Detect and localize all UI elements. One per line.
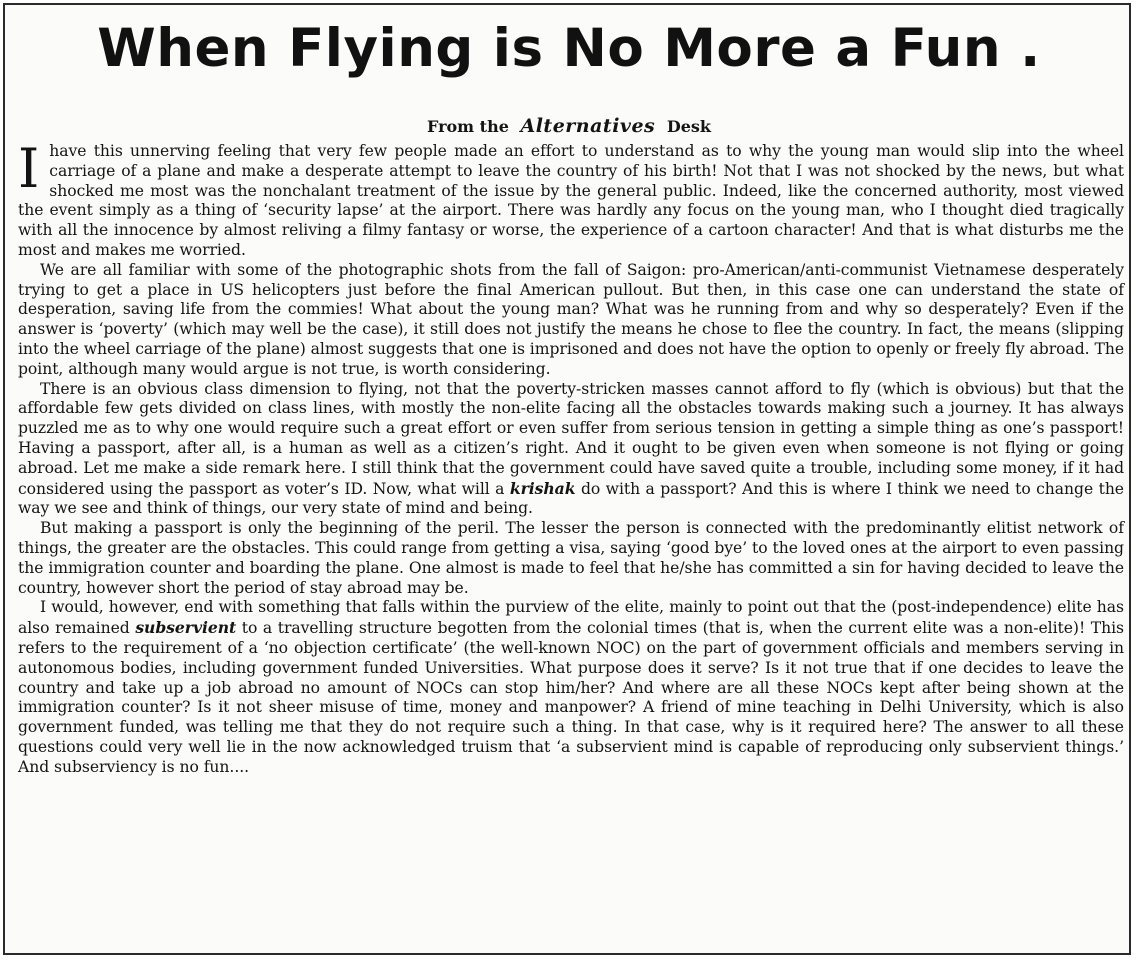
paragraph-5 — [18, 598, 1124, 777]
paragraph-2: We are all familiar with some of the photographic shots from the fall of Saigon: pro-American/anti-communist Vietnamese desperately trying to get a place in US helicopters just before the final American pullout. But then, in this case one can understand the state of desperation, saving life from the commies! What about the young man? What was he running from and why so desperately? Even if the answer is ‘poverty’ (which may well be the case), it still does not justify the means he chose to flee the country. In fact, the means (slipping into the wheel carriage of the plane) almost suggests that one is imprisoned and does not have the option to openly or freely fly abroad. The point, although many would argue is not true, is worth considering. — [18, 260, 1124, 378]
byline-suffix: Desk — [666, 117, 711, 136]
drop-cap: I — [18, 137, 40, 200]
paragraph-3-text-b: do with a passport? And this is where I think we need to change the way we see and think of things, our very state of mind and being. — [18, 479, 1124, 518]
emphasis-krishak: krishak — [509, 478, 576, 498]
paragraph-3-text-a: There is an obvious class dimension to flying, not that the poverty-stricken masses cannot afford to fly (which is obvious) but that the affordable few gets divided on class lines, with mostly the non-elite facing all the obstacles towards making such a journey. It has always puzzled me as to why one would require such a great effort or even suffer from serious tension in getting a simple thing as one’s passport! Having a passport, after all, is a human as well as a citizen’s right. And it ought to be given even when someone is not flying or going abroad. Let me make a side remark here. I still think that the government could have saved quite a trouble, including some money, if it had considered using the passport as voter’s ID. Now, what will a — [18, 379, 1124, 498]
paragraph-1 — [18, 137, 1124, 261]
paragraph-3 — [18, 380, 1124, 520]
paragraph-5-text-b: to a travelling structure begotten from the colonial times (that is, when the current elite was a non-elite)! This refers to the requirement of a ‘no objection certificate’ (the well-known NOC) on the part of government officials and members serving in autonomous bodies, including government funded Universities. What purpose does it serve? Is it not true that if one decides to leave the country and take up a job abroad no amount of NOCs can stop him/her? And where are all these NOCs kept after being shown at the immigration counter? Is it not sheer misuse of time, money and manpower? A friend of mine teaching in Delhi University, which is also government funded, was telling me that they do not require such a thing. In that case, why is it required here? The answer to all these questions could very well lie in the now acknowledged truism that ‘a subservient mind is capable of reproducing only subservient things.’ And subserviency is no fun.... — [18, 619, 1125, 776]
emphasis-subservient: subservient — [135, 618, 237, 638]
paragraph-1-text: have this unnerving feeling that very few people made an effort to understand as to why the young man would slip into the wheel carriage of a plane and make a desperate attempt to leave the country of his birth! Not that I was not shocked by the news, but what shocked me most was the nonchalant treatment of the issue by the general public. Indeed, like the concerned authority, most viewed the event simply as a thing of ‘security lapse’ at the airport. There was hardly any focus on the young man, who I thought died tragically with all the innocence by almost reliving a filmy fantasy or worse, the experience of a cartoon character! And that is what disturbs me the most and makes me worried. — [18, 142, 1124, 259]
byline-prefix: From the — [427, 117, 509, 136]
byline-brand-logo: Alternatives — [520, 115, 656, 137]
article-body — [18, 137, 1125, 778]
headline: When Flying is No More a Fun . — [97, 18, 1041, 79]
paragraph-4: But making a passport is only the beginning of the peril. The lesser the person is connected with the predominantly elitist network of things, the greater are the obstacles. This could range from getting a visa, saying ‘good bye’ to the loved ones at the airport to even passing the immigration counter and boarding the plane. One almost is made to feel that he/she has committed a sin for having decided to leave the country, however short the period of stay abroad may be. — [18, 519, 1124, 597]
byline — [0, 114, 1138, 139]
paragraph-5-text-a: I would, however, end with something that falls within the purview of the elite, mainly to point out that the (post-independence) elite has also remained — [18, 598, 1124, 638]
